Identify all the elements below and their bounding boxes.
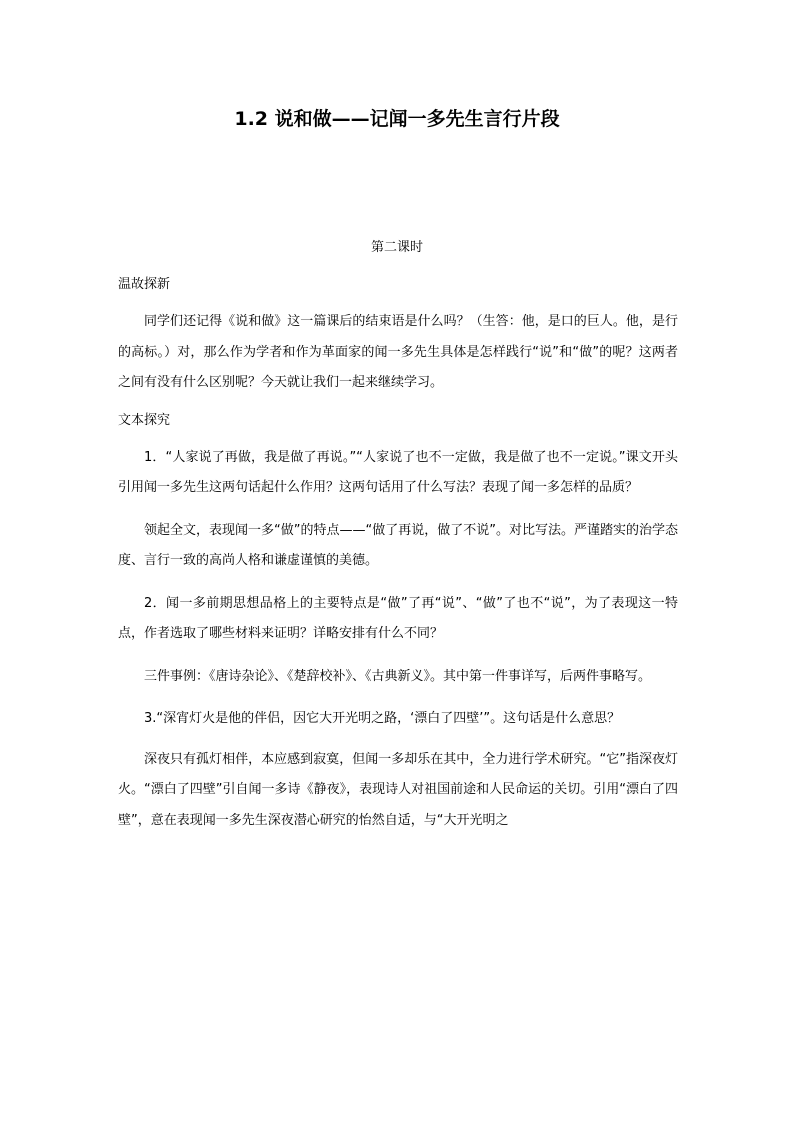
lesson-subtitle: 第二课时	[370, 240, 423, 255]
paragraph-question-2: 2．闻一多前期思想品格上的主要特点是“做”了再“说”、“做”了也不“说”，为了表现这一特点，作者选取了哪些材料来证明？详略安排有什么不同？	[118, 595, 678, 641]
document-body	[118, 275, 678, 848]
document-title: 1.2 说和做——记闻一多先生言行片段	[234, 108, 560, 130]
paragraph-answer-1: 领起全文，表现闻一多“做”的特点——“做了再说，做了不说”。对比写法。严谨踏实的治学态度、言行一致的高尚人格和谦虚谨慎的美德。	[118, 522, 678, 568]
paragraph-answer-3: 深夜只有孤灯相伴，本应感到寂寞，但闻一多却乐在其中，全力进行学术研究。“它”指深夜灯火。“漂白了四壁”引自闻一多诗《静夜》，表现诗人对祖国前途和人民命运的关切。引用“漂白了四壁”，意在表现闻一多先生深夜潜心研究的怡然自适，与“大开光明之	[118, 751, 678, 828]
section-heading-explore: 文本探究	[118, 412, 171, 428]
paragraph-answer-2: 三件事例：《唐诗杂论》、《楚辞校补》、《古典新义》。其中第一件事详写，后两件事略写。	[144, 668, 652, 684]
section-heading-review: 温故探新	[118, 277, 171, 292]
paragraph-question-1: 1．“人家说了再做，我是做了再说。”“人家说了也不一定做，我是做了也不一定说。”课文开头引用闻一多先生这两句话起什么作用？这两句话用了什么写法？表现了闻一多怎样的品质？	[118, 449, 678, 495]
paragraph-intro: 同学们还记得《说和做》这一篇课后的结束语是什么吗？（生答：他，是口的巨人。他，是行的高标。）对，那么作为学者和作为革面家的闻一多先生具体是怎样践行“说”和“做”的呢？这两者之间有没有什么区别呢？今天就让我们一起来继续学习。	[118, 314, 678, 390]
paragraph-question-3: 3.“深宵灯火是他的伴侣，因它大开光明之路，‘漂白了四壁’”。这句话是什么意思？	[144, 711, 621, 726]
